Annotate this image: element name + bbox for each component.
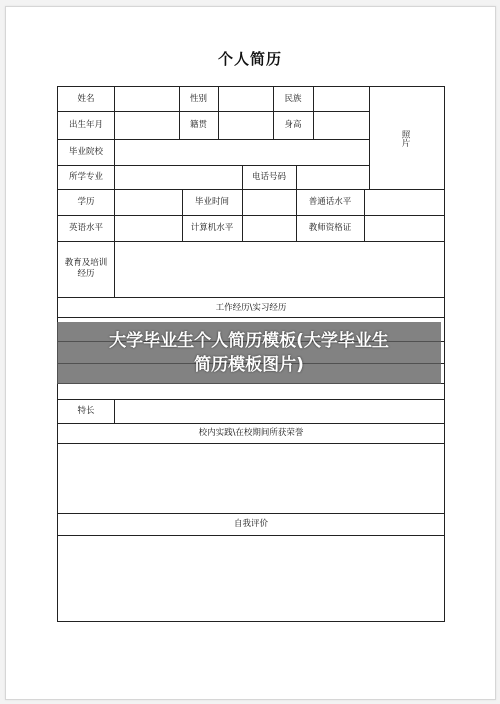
label-awards: 校内实践\在校期间所获荣誉 bbox=[198, 428, 304, 438]
label-birth: 出生年月 bbox=[68, 119, 103, 130]
label-name: 姓名 bbox=[77, 93, 95, 104]
label-height: 身高 bbox=[284, 119, 302, 130]
banner-line-2: 简历模板图片) bbox=[194, 355, 304, 375]
label-school: 毕业院校 bbox=[68, 146, 103, 157]
label-native-place: 籍贯 bbox=[189, 119, 207, 130]
label-education: 学历 bbox=[77, 196, 95, 207]
label-teacher-cert: 教师资格证 bbox=[308, 222, 352, 233]
label-major: 所学专业 bbox=[68, 171, 103, 182]
photo-label: 照片 bbox=[400, 129, 410, 147]
resume-title: 个人简历 bbox=[217, 50, 282, 68]
banner-line-1: 大学毕业生个人简历模板(大学毕业生 bbox=[109, 331, 389, 351]
label-phone: 电话号码 bbox=[251, 171, 286, 182]
watermark-banner bbox=[57, 322, 441, 384]
label-grad-time: 毕业时间 bbox=[194, 196, 229, 207]
label-computer: 计算机水平 bbox=[190, 222, 234, 233]
label-gender: 性别 bbox=[189, 93, 207, 104]
label-self-eval: 自我评价 bbox=[233, 519, 268, 529]
label-edu-training: 教育及培训经历 bbox=[64, 258, 108, 279]
label-specialty: 特长 bbox=[77, 405, 95, 416]
label-ethnicity: 民族 bbox=[284, 93, 302, 104]
label-work-exp: 工作经历\实习经历 bbox=[215, 302, 287, 313]
label-english: 英语水平 bbox=[68, 222, 103, 233]
label-mandarin: 普通话水平 bbox=[308, 196, 352, 207]
